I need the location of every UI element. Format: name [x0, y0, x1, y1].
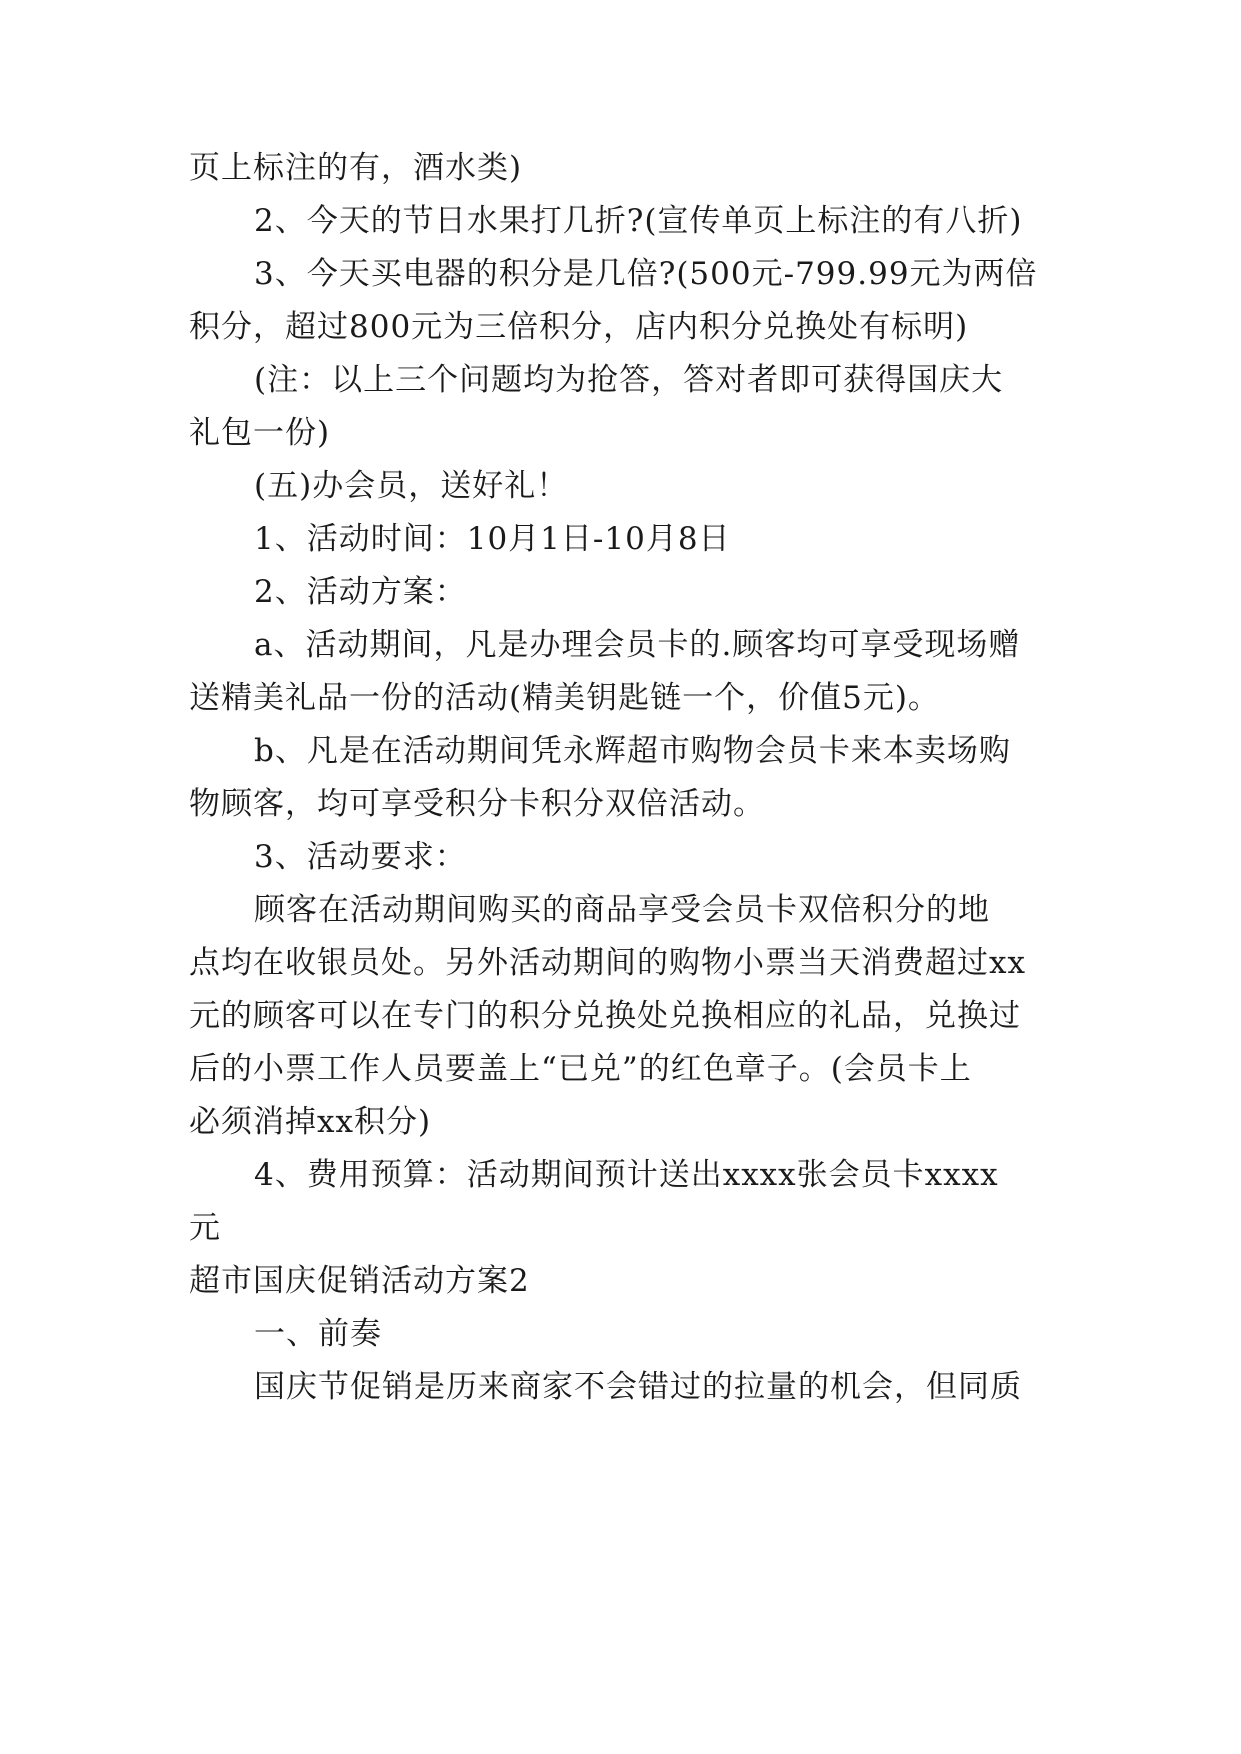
text-line: a、活动期间，凡是办理会员卡的.顾客均可享受现场赠 [254, 627, 1021, 663]
text-line: 3、今天买电器的积分是几倍?(500元-799.99元为两倍 [254, 256, 1038, 292]
text-line: 元 [189, 1210, 221, 1246]
section-heading: 一、前奏 [254, 1316, 382, 1352]
text-line: 必须消掉xx积分) [189, 1104, 432, 1140]
text-line: 顾客在活动期间购买的商品享受会员卡双倍积分的地 [254, 892, 990, 928]
text-line: 2、活动方案： [254, 574, 467, 610]
text-line: b、凡是在活动期间凭永辉超市购物会员卡来本卖场购 [254, 733, 1011, 769]
text-line: 物顾客，均可享受积分卡积分双倍活动。 [189, 786, 765, 822]
text-line: 点均在收银员处。另外活动期间的购物小票当天消费超过xx [189, 945, 1026, 981]
section-heading: (五)办会员，送好礼！ [254, 468, 569, 504]
text-line: 元的顾客可以在专门的积分兑换处兑换相应的礼品，兑换过 [189, 998, 1021, 1034]
text-line: 送精美礼品一份的活动(精美钥匙链一个，价值5元)。 [189, 680, 940, 716]
text-line: 4、费用预算：活动期间预计送出xxxx张会员卡xxxx [254, 1157, 999, 1193]
text-line: 积分，超过800元为三倍积分，店内积分兑换处有标明) [189, 309, 969, 345]
text-line: 页上标注的有，酒水类) [189, 150, 523, 186]
text-line: (注：以上三个问题均为抢答，答对者即可获得国庆大 [254, 362, 1004, 398]
text-line: 2、今天的节日水果打几折?(宣传单页上标注的有八折) [254, 203, 1023, 239]
text-line: 后的小票工作人员要盖上“已兑”的红色章子。(会员卡上 [189, 1051, 972, 1087]
document-title: 超市国庆促销活动方案2 [189, 1263, 530, 1299]
text-line: 国庆节促销是历来商家不会错过的拉量的机会，但同质 [254, 1369, 1022, 1405]
text-line: 1、活动时间：10月1日-10月8日 [254, 521, 731, 557]
text-line: 礼包一份) [189, 415, 331, 451]
text-line: 3、活动要求： [254, 839, 467, 875]
